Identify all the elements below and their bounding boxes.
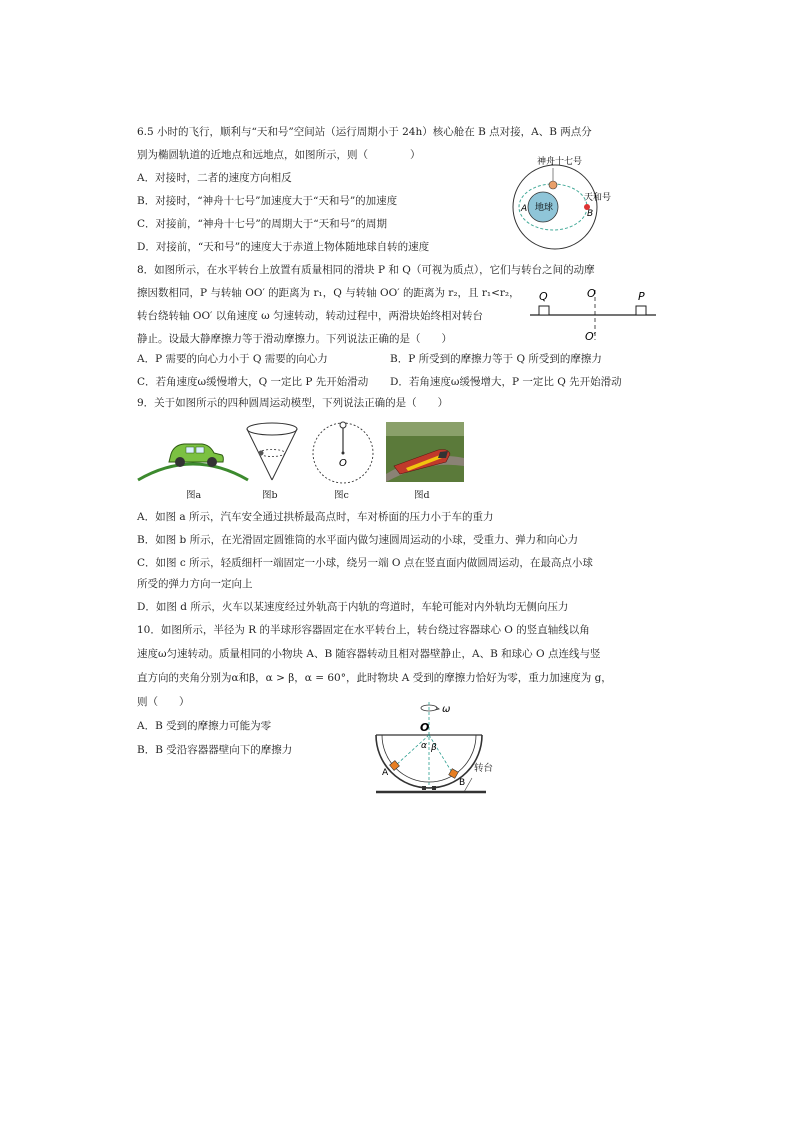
- q10-stem-line3: 直方向的夹角分别为α和β，α > β，α = 60°，此时物块 A 受到的摩擦力恰好为零，重力加速度为 g，: [137, 672, 612, 684]
- q8-stem-line4: 静止。设最大静摩擦力等于滑动摩擦力。下列说法正确的是（ ）: [137, 333, 452, 345]
- q8-stem-line3: 转台绕转轴 OO′ 以角速度 ω 匀速转动，转动过程中，两滑块始终相对转台: [137, 310, 484, 322]
- q8-option-b: B．P 所受到的摩擦力等于 Q 所受到的摩擦力: [390, 353, 602, 365]
- caption-b: 图b: [262, 490, 278, 501]
- figure-b-cone: [240, 420, 304, 484]
- car-wheel-rear: [207, 457, 217, 467]
- caption-d: 图d: [414, 490, 430, 501]
- q10-option-a: A．B 受到的摩擦力可能为零: [137, 720, 272, 732]
- q8-option-a: A．P 需要的向心力小于 Q 需要的向心力: [137, 353, 328, 365]
- label-shenzhou: 神舟十七号: [537, 157, 583, 167]
- label-alpha: α: [421, 741, 427, 751]
- q9-option-b: B．如图 b 所示，在光滑固定圆锥筒的水平面内做匀速圆周运动的小球，受重力、弹力和向心力: [137, 534, 579, 546]
- label-tianhe: 天和号: [584, 193, 612, 203]
- label-o-top: O: [587, 287, 596, 300]
- label-earth: 地球: [535, 203, 554, 213]
- q8-option-d: D．若角速度ω缓慢增大，P 一定比 Q 先开始滑动: [390, 376, 622, 388]
- q7-option-a: A．对接时，二者的速度方向相反: [137, 172, 292, 184]
- label-o-bottom: O′: [585, 330, 597, 343]
- figure-c-rod: [306, 420, 380, 484]
- label-omega: ω: [442, 704, 451, 715]
- q7-option-d: D．对接前，“天和号”的速度大于赤道上物体随地球自转的速度: [137, 241, 430, 253]
- label-b: B: [459, 778, 466, 788]
- label-q: Q: [539, 290, 548, 303]
- q9-option-c-line2: 所受的弹力方向一定向上: [137, 578, 253, 590]
- q7-stem-line2: 别为椭圆轨道的近地点和远地点，如图所示，则（ ）: [137, 149, 421, 161]
- car-wheel-front: [175, 457, 185, 467]
- rod-ball: [340, 422, 346, 428]
- figure-d-train: [386, 422, 464, 482]
- q7-option-b: B．对接时，“神舟十七号”加速度大于“天和号”的加速度: [137, 195, 398, 207]
- q10-stem-line2: 速度ω匀速转动。质量相同的小物块 A、B 随容器转动且相对器壁静止，A、B 和球心 O 点连线与竖: [137, 648, 601, 660]
- ball: [259, 451, 264, 456]
- figure-a-bridge: [136, 420, 250, 484]
- label-o: O: [420, 721, 430, 734]
- q10-stem-line4: 则（ ）: [137, 696, 190, 708]
- q7-option-c: C．对接前，“神舟十七号”的周期大于“天和号”的周期: [137, 218, 388, 230]
- q8-stem-line2: 擦因数相同，P 与转轴 OO′ 的距离为 r₁，Q 与转轴 OO′ 的距离为 r₂，且 r₁<r₂，: [137, 287, 520, 299]
- label-a: A: [382, 768, 389, 778]
- label-turntable: 转台: [474, 763, 494, 774]
- q8-option-c: C．若角速度ω缓慢增大，Q 一定比 P 先开始滑动: [137, 376, 369, 388]
- block-q: [539, 306, 549, 315]
- caption-c: 图c: [334, 490, 349, 501]
- q10-option-b: B．B 受沿容器器壁向下的摩擦力: [137, 744, 293, 756]
- q7-stem-line1: 6.5 小时的飞行，顺利与“天和号”空间站（运行周期小于 24h）核心舱在 B 点对接，A、B 两点分: [137, 126, 592, 138]
- shenzhou-dot: [549, 181, 557, 189]
- label-beta: β: [431, 743, 437, 753]
- turntable-figure: [528, 282, 658, 344]
- label-point-b: B: [587, 209, 594, 219]
- q9-option-c-line1: C．如图 c 所示，轻质细杆一端固定一小球，绕另一端 O 点在竖直面内做圆周运动，在最高点小球: [137, 557, 593, 569]
- hemisphere-figure: [368, 698, 492, 798]
- label-point-a: A: [521, 204, 528, 214]
- q9-option-a: A．如图 a 所示，汽车安全通过拱桥最高点时，车对桥面的压力小于车的重力: [137, 511, 494, 523]
- q8-stem-line1: 8．如图所示，在水平转台上放置有质量相同的滑块 P 和 Q（可视为质点），它们与转台之间的动摩: [137, 264, 595, 276]
- q9-stem: 9．关于如图所示的四种圆周运动模型，下列说法正确的是（ ）: [137, 397, 449, 409]
- label-o-c: O: [339, 458, 347, 469]
- block-p: [636, 306, 646, 315]
- label-p: P: [638, 290, 645, 303]
- caption-a: 图a: [186, 490, 202, 501]
- q10-stem-line1: 10．如图所示，半径为 R 的半球形容器固定在水平转台上，转台绕过容器球心 O 的竖直轴线以角: [137, 624, 590, 636]
- q9-option-d: D．如图 d 所示，火车以某速度经过外轨高于内轨的弯道时，车轮可能对内外轨均无侧向压力: [137, 601, 569, 613]
- block-a: [390, 761, 400, 771]
- orbit-figure: [495, 152, 635, 252]
- arch-bridge: [138, 464, 248, 480]
- cone-rim: [247, 423, 297, 435]
